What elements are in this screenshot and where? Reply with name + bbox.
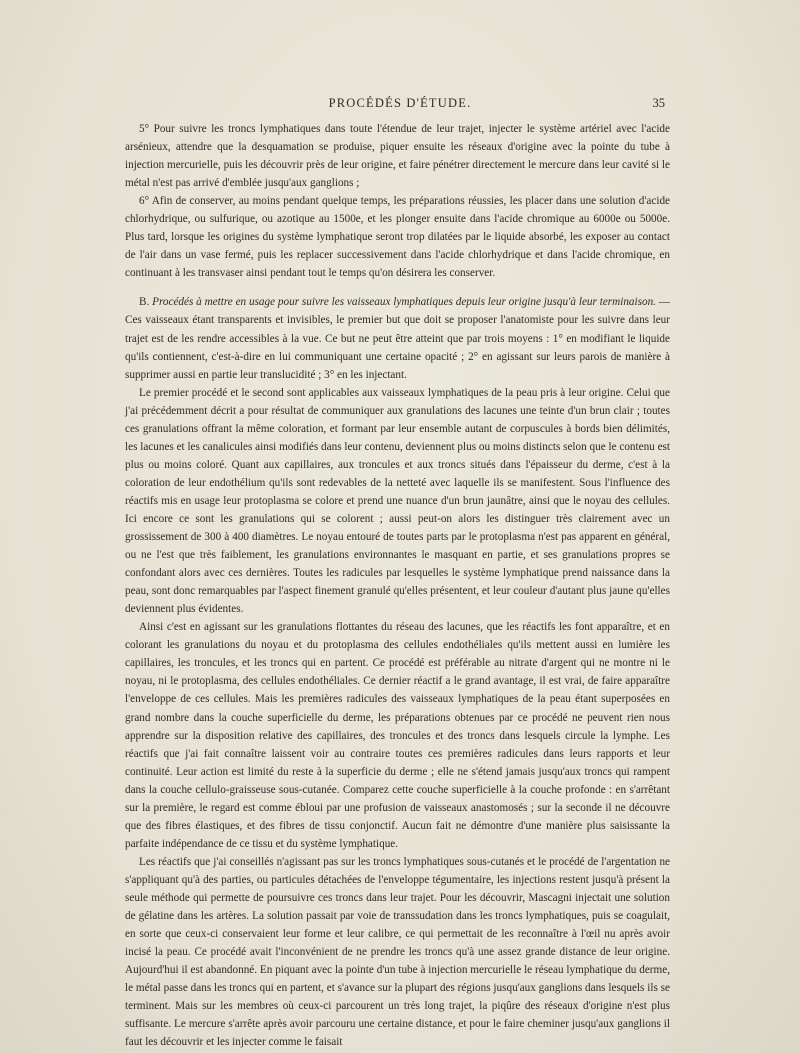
running-title: PROCÉDÉS D'ÉTUDE. — [328, 96, 472, 110]
section-b-label: B. — [139, 296, 150, 309]
page-body — [125, 120, 670, 1051]
paragraph: Ainsi c'est en agissant sur les granulations flottantes du réseau des lacunes, que les réactifs les font apparaître, et en colorant les granulations du noyau et du protoplasma des cellules endothéliales qu'ils mettent aussi en lumière les capillaires, les troncules, et les troncs qui en partent. Ce procédé est préférable au nitrate d'argent qui ne montre ni le noyau, ni le protoplasma, des cellules endothéliales. Ce dernier réactif a le grand avantage, il est vrai, de faire apparaître l'enveloppe de ces cellules. Mais les premières radicules des vaisseaux lymphatiques de la peau étant superposées en grand nombre dans la couche superficielle du derme, les préparations obtenues par ce procédé ne peuvent rien nous apprendre sur la disposition relative des capillaires, des troncules et des troncs dans lesquels circule la lymphe. Les réactifs que j'ai fait connaître laissent voir au contraire toutes ces premières radicules dans leurs rapports et leur continuité. Leur action est limité du reste à la superficie du derme ; elle ne s'étend jamais jusqu'aux troncs qui rampent dans la couche cellulo-graisseuse sous-cutanée. Comparez cette couche superficielle à la couche profonde : en s'arrêtant sur la première, le regard est comme ébloui par une profusion de vaisseaux anastomosés ; sur la seconde il ne découvre que des fibres élastiques, et des fibres de tissu conjonctif. Aucun fait ne démontre d'une manière plus saisissante la parfaite indépendance de ce tissu et du système lymphatique. — [125, 621, 670, 850]
paragraph-item-6: 6° Afin de conserver, au moins pendant quelque temps, les préparations réussies, les placer dans une solution d'acide chlorhydrique, ou sulfurique, ou azotique au 1500e, et les plonger ensuite dans l'acide chromique au 6000e ou 5000e. Plus tard, lorsque les origines du système lymphatique seront trop dilatées par le liquide absorbé, les exposer au contact de l'air dans un vase fermé, puis les replacer successivement dans l'acide chlorhydrique et dans l'acide chromique, en continuant à les transvaser ainsi pendant tout le temps qu'on désirera les conserver. — [125, 195, 670, 280]
section-b-paragraph — [125, 293, 670, 383]
section-b-heading: Procédés à mettre en usage pour suivre les vaisseaux lymphatiques depuis leur origine jusqu'à leur terminaison. — [152, 296, 656, 309]
page-number: 35 — [652, 96, 665, 110]
paragraph: Le premier procédé et le second sont applicables aux vaisseaux lymphatiques de la peau pris à leur origine. Celui que j'ai précédemment décrit a pour résultat de communiquer aux granulations des lacunes une teinte d'un brun clair ; toutes ces granulations offrant la même coloration, et formant par leur ensemble autant de corpuscules à bords bien délimités, les lacunes et les canalicules ainsi modifiés dans leur contenu, deviennent plus ou moins distincts selon que le contenu est plus ou moins coloré. Quant aux capillaires, aux troncules et aux troncs situés dans l'épaisseur du derme, c'est à la coloration de leur endothélium qu'ils sont redevables de la netteté avec laquelle ils se manifestent. Sous l'influence des réactifs mis en usage leur protoplasma se colore et prend une nuance d'un brun jaunâtre, ainsi que le noyau des cellules. Ici encore ce sont les granulations qui se colorent ; aussi peut-on alors les distinguer très clairement avec un grossissement de 300 à 400 diamètres. Le noyau entouré de toutes parts par le protoplasma n'est pas apparent en général, ou ne l'est que très faiblement, les granulations environnantes le masquant en partie, et ses granulations propres se confondant alors avec ces dernières. Toutes les radicules par lesquelles le système lymphatique prend naissance dans la peau, sont donc remarquables par l'aspect finement granulé qu'elles présentent, et leur couleur d'autant plus jaune qu'elles deviennent plus évidentes. — [125, 386, 670, 616]
section-b-text: — Ces vaisseaux étant transparents et invisibles, le premier but que doit se proposer l'anatomiste pour les suivre dans leur trajet est de les rendre accessibles à la vue. Ce but ne peut être atteint que par trois moyens : 1° en modifiant le liquide qu'ils contiennent, c'est-à-dire en lui communiquant une certaine opacité ; 2° en agissant sur leurs parois de manière à supprimer aussi en partie leur translucidité ; 3° en les injectant. — [125, 296, 671, 381]
paragraph-item-5: 5° Pour suivre les troncs lymphatiques dans toute l'étendue de leur trajet, injecter le système artériel avec l'acide arsénieux, attendre que la desquamation se produise, piquer ensuite les réseaux d'origine avec la pointe du tube à injection mercurielle, puis les découvrir près de leur origine, et faire pénétrer directement le mercure dans leur cavité si le métal n'est pas arrivé d'emblée jusqu'aux ganglions ; — [125, 123, 670, 190]
page-header — [0, 96, 800, 112]
paragraph: Les réactifs que j'ai conseillés n'agissant pas sur les troncs lymphatiques sous-cutanés et le procédé de l'argentation ne s'appliquant qu'à des parties, ou particules détachées de l'enveloppe tégumentaire, les injections restent jusqu'à présent la seule méthode qui permette de poursuivre ces troncs dans leur trajet. Pour les découvrir, Mascagni injectait une solution de gélatine dans les artères. La solution passait par voie de transsudation dans les troncs lymphatiques, puis se coagulait, en sorte que ceux-ci conservaient leur forme et leur calibre, ce qui permettait de les reconnaître à l'œil nu après avoir incisé la peau. Ce procédé avait l'inconvénient de ne prendre les troncs qu'à une assez grande distance de leur origine. Aujourd'hui il est abandonné. En piquant avec la pointe d'un tube à injection mercurielle le réseau lymphatique du derme, le métal passe dans les troncs qui en partent, et s'avance sur la plupart des régions jusqu'aux ganglions dans lesquels ils se terminent. Mais sur les membres où ceux-ci parcourent un très long trajet, la piqûre des réseaux d'origine n'est plus suffisante. Le mercure s'arrête après avoir parcouru une certaine distance, et pour le faire cheminer jusqu'aux ganglions il faut les découvrir et les injecter comme le faisait — [125, 855, 670, 1049]
